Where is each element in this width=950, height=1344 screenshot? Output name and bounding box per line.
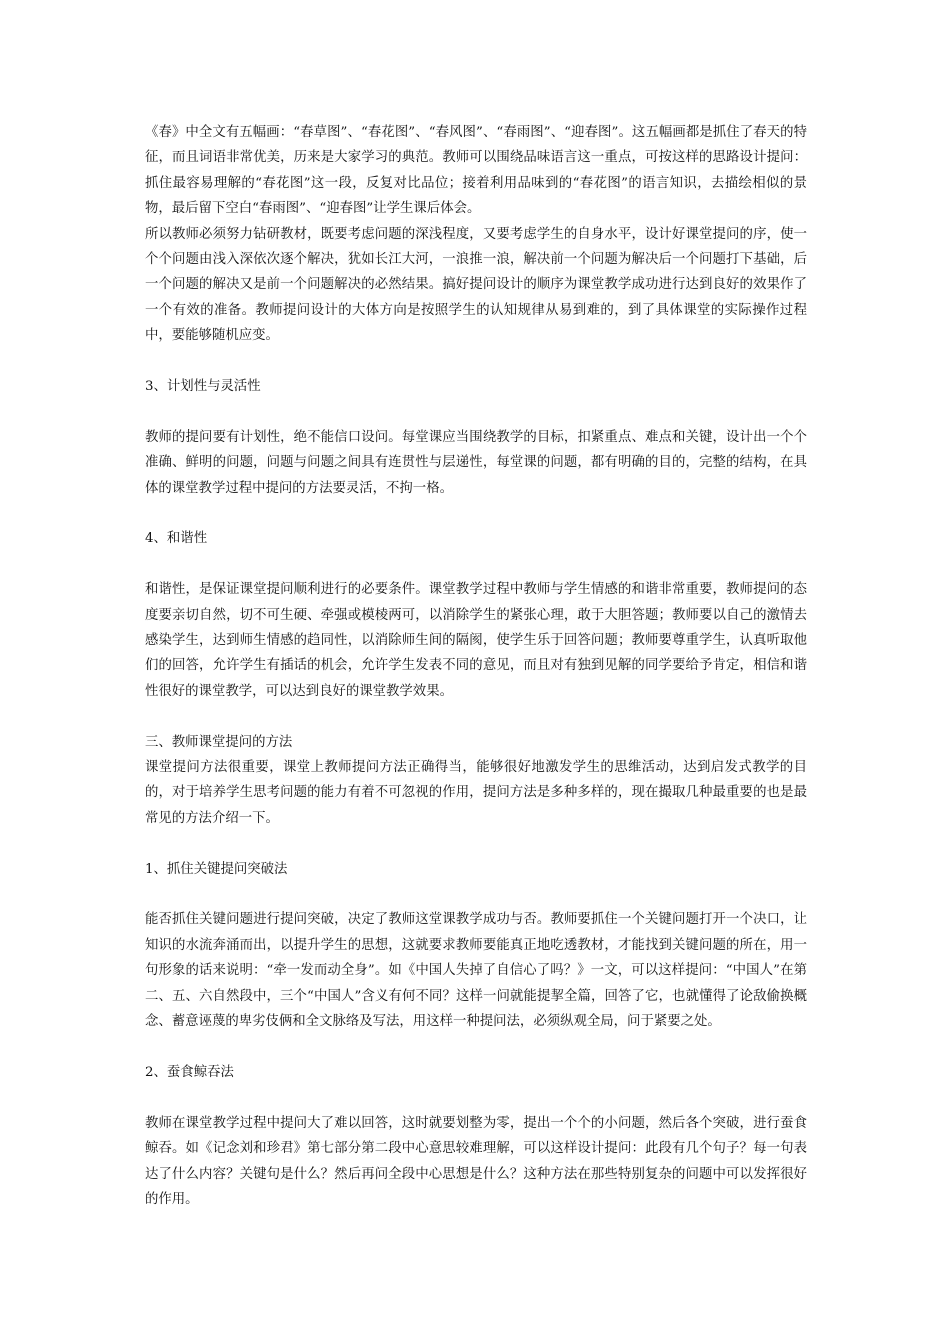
paragraph-key-question: 能否抓住关键问题进行提问突破，决定了教师这堂课教学成功与否。教师要抓住一个关键问题打开一个决口，让知识的水流奔涌而出，以提升学生的思想，这就要求教师要能真正地吃透教材，才能找到关键问题的所在，用一句形象的话来说明：“牵一发而动全身”。如《中国人失掉了自信心了吗？》一文，可以这样提问：“中国人”在第二、五、六自然段中，三个“中国人”含义有何不同？这样一问就能提挈全篇，回答了它，也就懂得了论敌偷换概念、蓄意诬蔑的卑劣伎俩和全文脉络及写法，用这样一种提问法，必须纵观全局，问于紧要之处。 — [145, 912, 807, 1030]
spacer — [145, 501, 807, 526]
heading-methods: 三、教师课堂提问的方法 — [145, 734, 293, 750]
spacer — [145, 882, 807, 907]
heading-harmony: 4、和谐性 — [145, 531, 208, 547]
paragraph-methods: 课堂提问方法很重要，课堂上教师提问方法正确得当，能够很好地激发学生的思维活动，达到启发式教学的目的，对于培养学生思考问题的能力有着不可忽视的作用，提问方法是多种多样的，现在撮取几种最重要的也是最常见的方法介绍一下。 — [145, 760, 807, 826]
spacer — [145, 552, 807, 577]
spacer — [145, 1085, 807, 1110]
paragraph-question-order: 所以教师必须努力钻研教材，既要考虑问题的深浅程度，又要考虑学生的自身水平，设计好课堂提问的序，使一个个问题由浅入深依次逐个解决，犹如长江大河，一浪推一浪，解决前一个问题为解决后一个问题打下基础，后一个问题的解决又是前一个问题解决的必然结果。搞好提问设计的顺序为课堂教学成功进行达到良好的效果作了一个有效的准备。教师提问设计的大体方向是按照学生的认知规律从易到难的，到了具体课堂的实际操作过程中，要能够随机应变。 — [145, 226, 807, 344]
heading-key-question: 1、抓住关键提问突破法 — [145, 861, 288, 877]
spacer — [145, 399, 807, 424]
paragraph-harmony: 和谐性，是保证课堂提问顺利进行的必要条件。课堂教学过程中教师与学生情感的和谐非常重要，教师提问的态度要亲切自然，切不可生硬、牵强或模棱两可，以消除学生的紧张心理，敢于大胆答题；教师要以自己的激情去感染学生，达到师生情感的趋同性，以消除师生间的隔阂，使学生乐于回答问题；教师要尊重学生，认真听取他们的回答，允许学生有插话的机会，允许学生发表不同的意见，而且对有独到见解的同学要给予肯定，相信和谐性很好的课堂教学，可以达到良好的课堂教学效果。 — [145, 582, 807, 699]
paragraph-nibble-swallow: 教师在课堂教学过程中提问大了难以回答，这时就要划整为零，提出一个个的小问题，然后各个突破，进行蚕食鲸吞。如《记念刘和珍君》第七部分第二段中心意思较难理解，可以这样设计提问：此段有几个句子？每一句表达了什么内容？关键句是什么？然后再问全段中心思想是什么？这种方法在那些特别复杂的问题中可以发挥很好的作用。 — [145, 1115, 807, 1207]
paragraph-planning: 教师的提问要有计划性，绝不能信口设问。每堂课应当围绕教学的目标，扣紧重点、难点和关键，设计出一个个准确、鲜明的问题，问题与问题之间具有连贯性与层递性，每堂课的问题，都有明确的目的，完整的结构，在具体的课堂教学过程中提问的方法要灵活，不拘一格。 — [145, 429, 807, 496]
heading-planning-flexibility: 3、计划性与灵活性 — [145, 379, 261, 395]
heading-nibble-swallow: 2、蚕食鲸吞法 — [145, 1064, 234, 1080]
spacer — [145, 831, 807, 856]
spacer — [145, 349, 807, 374]
document-body — [145, 120, 807, 1212]
paragraph-spring-pictures: 《春》中全文有五幅画：“春草图”、“春花图”、“春风图”、“春雨图”、“迎春图”。这五幅画都是抓住了春天的特征，而且词语非常优美，历来是大家学习的典范。教师可以围绕品味语言这一重点，可按这样的思路设计提问：抓住最容易理解的“春花图”这一段，反复对比品位；接着利用品味到的“春花图”的语言知识，去描绘相似的景物，最后留下空白“春雨图”、“迎春图”让学生课后体会。 — [145, 125, 807, 217]
spacer — [145, 704, 807, 729]
spacer — [145, 1035, 807, 1060]
